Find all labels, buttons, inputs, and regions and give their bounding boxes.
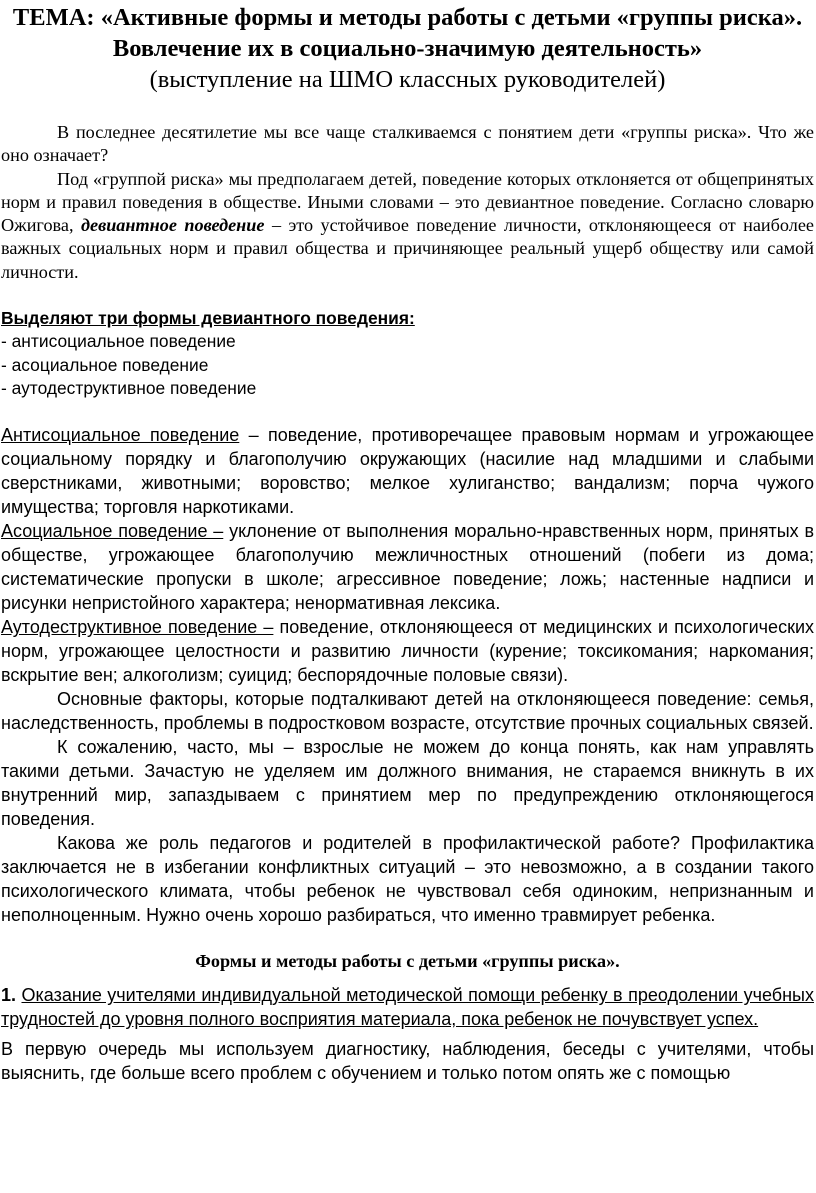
methods-item-number: 1. <box>1 985 17 1006</box>
forms-item-2: - асоциальное поведение <box>1 354 209 375</box>
forms-item-3: - аутодеструктивное поведение <box>1 377 257 398</box>
forms-item-1: - антисоциальное поведение <box>1 331 236 352</box>
title-line-1: ТЕМА: «Активные формы и методы работы с детьми «группы риска». <box>12 4 803 31</box>
definition-term: Антисоциальное поведение <box>1 425 240 446</box>
definition-term: Аутодеструктивное поведение – <box>1 617 274 638</box>
document-subtitle: (выступление на ШМО классных руководителей) <box>149 66 666 93</box>
methods-heading: Формы и методы работы с детьми «группы риска». <box>195 951 620 972</box>
definition-text: уклонение от выполнения морально-нравственных норм, принятых в обществе, угрожающее благополучию межличностных отношений (побеги из дома; систематические пропуски в школе; агрессивное поведение; ложь; настенные надписи и рисунки непристойного характера; ненормативная лексика. <box>1 521 815 614</box>
intro-p2-end: – это устойчивое поведение личности, отклоняющееся от наиболее важных социальных норм и правил общества и причиняющее реальный ущерб обществу или самой личности. <box>1 215 814 282</box>
methods-item-1 <box>1 983 814 1031</box>
prevention-paragraph: Какова же роль педагогов и родителей в профилактической работе? Профилактика заключается не в избегании конфликтных ситуаций – это невозможно, а в создании такого психологического климата, чтобы ребенок не чувствовал себя одиноким, непризнанным и неполноценным. Нужно очень хорошо разбираться, что именно травмирует ребенка. <box>1 833 814 926</box>
deviant-behavior-term: девиантное поведение <box>80 215 265 236</box>
definition-term: Асоциальное поведение – <box>1 521 224 542</box>
methods-item-1-body: В первую очередь мы используем диагностику, наблюдения, беседы с учителями, чтобы выяснить, где больше всего проблем с обучением и только потом опять же с помощью <box>1 1039 814 1084</box>
definition-autodestructive <box>1 615 814 687</box>
forms-heading: Выделяют три формы девиантного поведения: <box>1 308 415 329</box>
definition-antisocial <box>1 423 814 519</box>
definition-text: поведение, отклоняющееся от медицинских и психологических норм, угрожающее целостности и развитию личности (курение; токсикомания; наркомания; вскрытие вен; алкоголизм; суицид; беспорядочные половые связи). <box>1 617 814 686</box>
methods-item-title: Оказание учителями индивидуальной методической помощи ребенку в преодолении учебных трудностей до уровня полного восприятия материала, пока ребенок не почувствует успех. <box>1 985 814 1030</box>
intro-paragraph-1: В последнее десятилетие мы все чаще сталкиваемся с понятием дети «группы риска». Что же оно означает? <box>1 122 814 166</box>
factors-paragraph: Основные факторы, которые подталкивают детей на отклоняющееся поведение: семья, наследственность, проблемы в подростковом возрасте, отсутствие прочных социальных связей. <box>1 689 814 734</box>
adults-paragraph: К сожалению, часто, мы – взрослые не можем до конца понять, как нам управлять такими детьми. Зачастую не уделяем им должного внимания, не стараемся вникнуть в их внутренний мир, запаздываем с принятием мер по предупреждению отклоняющегося поведения. <box>1 737 814 830</box>
title-line-2: Вовлечение их в социально-значимую деятельность» <box>112 35 703 62</box>
intro-p2-start: Под «группой риска» мы предполагаем детей, поведение которых отклоняется от общепринятых норм и правил поведения в обществе. Иными словами – это девиантное поведение. Согласно словарю Ожигова, <box>1 168 814 236</box>
definition-text: – поведение, противоречащее правовым нормам и угрожающее социальному порядку и благополучию окружающих (насилие над младшими и слабыми сверстниками, животными; воровство; мелкое хулиганство; вандализм; порча чужого имущества; торговля наркотиками. <box>1 425 814 518</box>
intro-paragraph-2 <box>1 168 814 284</box>
definition-asocial <box>1 519 814 615</box>
document-title <box>1 2 814 64</box>
